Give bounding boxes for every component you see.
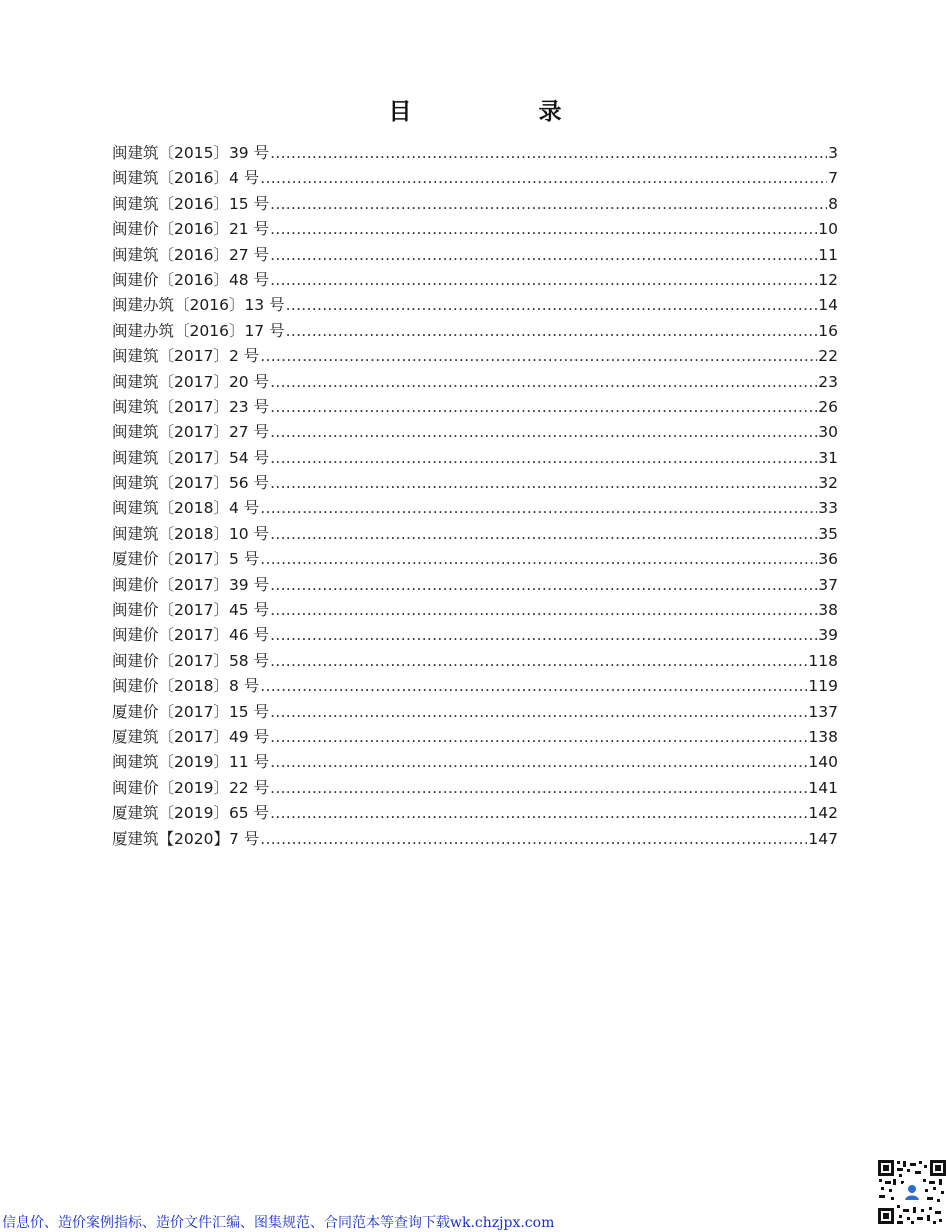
- toc-entry-label: 闽建筑〔2017〕27 号: [112, 423, 270, 442]
- toc-entry-label: 闽建筑〔2016〕4 号: [112, 169, 260, 188]
- dot-leader: [270, 725, 807, 750]
- table-of-contents: [112, 141, 838, 852]
- toc-entry[interactable]: [112, 674, 838, 699]
- toc-entry-page: 37: [818, 575, 838, 594]
- toc-entry-page: 147: [808, 829, 838, 848]
- toc-entry-label: 闽建价〔2016〕48 号: [112, 270, 270, 289]
- toc-entry-label: 闽建筑〔2017〕54 号: [112, 448, 270, 467]
- toc-entry-label: 闽建筑〔2017〕20 号: [112, 372, 270, 391]
- toc-entry-label: 闽建筑〔2018〕4 号: [112, 499, 260, 518]
- toc-entry-label: 闽建筑〔2015〕39 号: [112, 144, 270, 162]
- dot-leader: [270, 598, 817, 623]
- toc-entry-page: 35: [818, 524, 838, 543]
- toc-entry[interactable]: [112, 776, 838, 801]
- toc-entry-label: 闽建价〔2017〕39 号: [112, 575, 270, 594]
- toc-entry-page: 23: [818, 372, 838, 391]
- toc-entry-page: 38: [818, 601, 838, 620]
- dot-leader: [270, 217, 817, 242]
- toc-entry-label: 闽建筑〔2017〕23 号: [112, 397, 270, 416]
- dot-leader: [270, 243, 817, 268]
- dot-leader: [270, 370, 817, 395]
- toc-entry-page: 141: [808, 778, 838, 797]
- toc-entry-label: 闽建价〔2017〕46 号: [112, 626, 270, 645]
- toc-entry-page: 32: [818, 474, 838, 493]
- toc-entry-page: 31: [818, 448, 838, 467]
- dot-leader: [260, 547, 817, 572]
- toc-entry[interactable]: [112, 522, 838, 547]
- toc-entry-page: 138: [808, 727, 838, 746]
- toc-entry-label: 闽建价〔2017〕58 号: [112, 651, 270, 670]
- toc-entry-label: 闽建办筑〔2016〕17 号: [112, 321, 285, 340]
- toc-entry-page: 11: [818, 245, 838, 264]
- toc-entry-label: 闽建价〔2019〕22 号: [112, 778, 270, 797]
- dot-leader: [260, 344, 817, 369]
- toc-entry-page: 33: [818, 499, 838, 518]
- dot-leader: [260, 827, 807, 852]
- toc-entry[interactable]: [112, 243, 838, 268]
- toc-entry-label: 闽建筑〔2016〕15 号: [112, 194, 270, 213]
- toc-entry-page: 118: [808, 651, 838, 670]
- toc-entry-label: 厦建价〔2017〕5 号: [112, 550, 260, 569]
- toc-entry-label: 厦建价〔2017〕15 号: [112, 702, 270, 721]
- toc-entry[interactable]: [112, 547, 838, 572]
- toc-entry-page: 16: [818, 321, 838, 340]
- toc-entry-label: 厦建筑【2020】7 号: [112, 829, 260, 848]
- toc-entry-label: 厦建筑〔2017〕49 号: [112, 727, 270, 746]
- toc-entry[interactable]: [112, 801, 838, 826]
- toc-entry[interactable]: [112, 293, 838, 318]
- toc-entry[interactable]: [112, 471, 838, 496]
- toc-entry-label: 闽建价〔2018〕8 号: [112, 677, 260, 696]
- toc-entry-page: 22: [818, 347, 838, 366]
- toc-entry[interactable]: [112, 446, 838, 471]
- toc-entry-page: 12: [818, 270, 838, 289]
- toc-entry[interactable]: [112, 827, 838, 852]
- toc-entry-page: 39: [818, 626, 838, 645]
- dot-leader: [270, 141, 827, 166]
- toc-entry-label: 闽建筑〔2017〕2 号: [112, 347, 260, 366]
- toc-entry[interactable]: [112, 700, 838, 725]
- toc-entry[interactable]: [112, 217, 838, 242]
- toc-entry-page: 36: [818, 550, 838, 569]
- dot-leader: [260, 674, 807, 699]
- page-title: 目 录: [388, 99, 614, 125]
- toc-entry-page: 14: [818, 296, 838, 315]
- footer-link[interactable]: 信息价、造价案例指标、造价文件汇编、图集规范、合同范本等查询下载wk.chzjpx.com: [2, 1215, 555, 1231]
- toc-entry[interactable]: [112, 141, 838, 166]
- toc-entry[interactable]: [112, 496, 838, 521]
- dot-leader: [270, 395, 817, 420]
- dot-leader: [270, 801, 807, 826]
- toc-entry-page: 26: [818, 397, 838, 416]
- toc-entry-page: 3: [828, 144, 838, 162]
- dot-leader: [270, 522, 817, 547]
- toc-entry[interactable]: [112, 725, 838, 750]
- dot-leader: [270, 573, 817, 598]
- toc-entry[interactable]: [112, 344, 838, 369]
- toc-entry[interactable]: [112, 370, 838, 395]
- dot-leader: [270, 750, 807, 775]
- toc-entry-page: 119: [808, 677, 838, 696]
- qr-code-icon: [877, 1159, 947, 1225]
- dot-leader: [286, 319, 818, 344]
- toc-entry[interactable]: [112, 192, 838, 217]
- toc-entry-label: 闽建价〔2016〕21 号: [112, 220, 270, 239]
- toc-entry-label: 闽建办筑〔2016〕13 号: [112, 296, 285, 315]
- toc-entry[interactable]: [112, 395, 838, 420]
- toc-entry[interactable]: [112, 598, 838, 623]
- toc-entry[interactable]: [112, 623, 838, 648]
- toc-entry-label: 闽建筑〔2017〕56 号: [112, 474, 270, 493]
- toc-entry-label: 闽建筑〔2016〕27 号: [112, 245, 270, 264]
- toc-entry-page: 8: [828, 194, 838, 213]
- dot-leader: [286, 293, 818, 318]
- toc-entry-label: 闽建筑〔2019〕11 号: [112, 753, 270, 772]
- toc-entry-label: 闽建筑〔2018〕10 号: [112, 524, 270, 543]
- dot-leader: [260, 496, 817, 521]
- toc-entry-page: 140: [808, 753, 838, 772]
- dot-leader: [270, 649, 807, 674]
- toc-entry-page: 30: [818, 423, 838, 442]
- toc-entry[interactable]: [112, 319, 838, 344]
- toc-entry[interactable]: [112, 649, 838, 674]
- dot-leader: [270, 420, 817, 445]
- toc-entry-page: 7: [828, 169, 838, 188]
- dot-leader: [260, 166, 827, 191]
- toc-entry[interactable]: [112, 573, 838, 598]
- toc-entry-label: 闽建价〔2017〕45 号: [112, 601, 270, 620]
- dot-leader: [270, 446, 817, 471]
- toc-entry-page: 137: [808, 702, 838, 721]
- toc-entry[interactable]: [112, 420, 838, 445]
- dot-leader: [270, 700, 807, 725]
- toc-entry-page: 142: [808, 804, 838, 823]
- dot-leader: [270, 471, 817, 496]
- toc-entry[interactable]: [112, 750, 838, 775]
- dot-leader: [270, 776, 807, 801]
- toc-entry-label: 厦建筑〔2019〕65 号: [112, 804, 270, 823]
- dot-leader: [270, 192, 827, 217]
- toc-entry-page: 10: [818, 220, 838, 239]
- toc-entry[interactable]: [112, 166, 838, 191]
- dot-leader: [270, 268, 817, 293]
- toc-entry[interactable]: [112, 268, 838, 293]
- dot-leader: [270, 623, 817, 648]
